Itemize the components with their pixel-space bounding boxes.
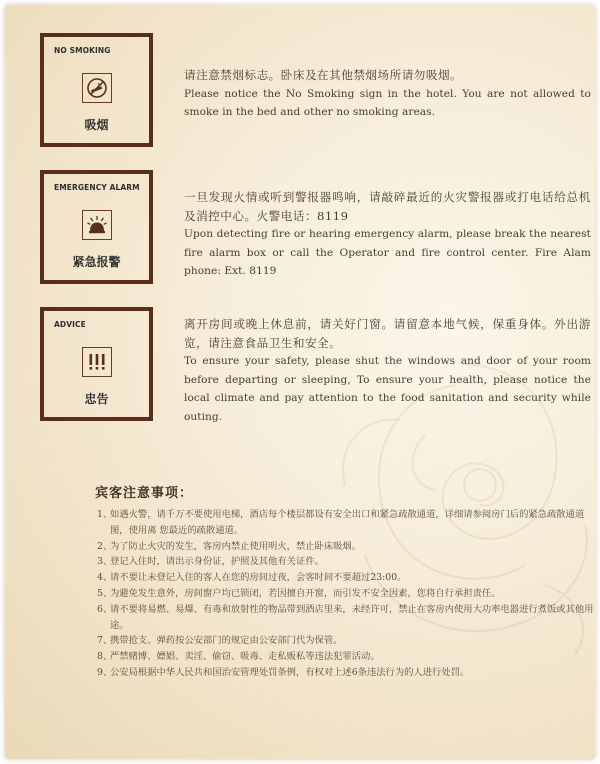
advice-sign — [40, 307, 153, 421]
sign-label-en: ADVICE — [54, 320, 86, 329]
list-item: 7、 携带抢支、弹药按公安部门的规定由公安部门代为保管。 — [97, 635, 343, 647]
alarm-bell-icon — [82, 210, 112, 240]
exclamation-icon — [82, 347, 112, 377]
emergency-alarm-text-cn: 一旦发现火情或听到警报器鸣响，请敲碎最近的火灾警报器或打电话给总机及消控中心。火警电话：8119 — [184, 190, 591, 223]
sign-label-en: NO SMOKING — [54, 46, 111, 55]
advice-text-cn: 离开房间或晚上休息前，请关好门窗。请留意本地气候，保重身体。外出游览，请注意食品卫生和安全。 — [184, 317, 591, 350]
list-item: 4、 请不要让未登记入住的客人在您的房间过夜，会客时间不要超过23:00。 — [97, 572, 407, 584]
no-smoking-text-cn: 请注意禁烟标志。卧床及在其他禁烟场所请勿吸烟。 — [184, 68, 463, 82]
emergency-alarm-text-en: Upon detecting fire or hearing emergency alarm, please break the nearest fire alarm box or call the Operator and fire control center. Fire Alam phone: Ext. 8119 — [184, 228, 591, 277]
sign-label-cn: 紧急报警 — [72, 255, 121, 269]
advice-text — [184, 315, 591, 426]
list-item: 6、 请不要将易燃、易爆、有毒和放射性的物品带到酒店里来，未经许可，禁止在客房内使用大功率电器进行煮饭或其他用途。 — [97, 603, 594, 631]
emergency-alarm-sign — [40, 170, 153, 284]
list-item: 8、 严禁赌博、嫖娼、卖淫、偷窃、吸毒、走私贩私等违法犯罪活动。 — [97, 651, 380, 663]
guest-notice-title: 宾客注意事项： — [95, 486, 194, 501]
sign-label-cn: 忠告 — [84, 392, 109, 406]
emergency-alarm-text — [184, 188, 591, 281]
list-item: 5、 为避免发生意外，房间窗户均已锁闭，若因擅自开窗，而引发不安全因素，您将自行承担责任。 — [97, 587, 501, 599]
no-smoking-sign — [40, 33, 153, 147]
list-item: 2、 为了防止火灾的发生，客房内禁止使用明火，禁止卧床吸烟。 — [97, 540, 362, 552]
list-item: 1、 如遇火警，请千万不要使用电梯，酒店每个楼层都设有安全出口和紧急疏散通道，详细请参阅房门后的紧急疏散通道图，使用离 您最近的疏散通道。 — [97, 509, 585, 536]
advice-text-en: To ensure your safety, please shut the windows and door of your room before departing or sleeping, To ensure your health, please notice the local climate and pay attention to the food sanitation and security while outing. — [184, 355, 591, 423]
guest-notice-list — [97, 507, 595, 681]
sign-label-cn: 吸烟 — [84, 118, 109, 132]
list-item: 9、 公安局根据中华人民共和国治安管理处罚条例，有权对上述6条违法行为的人进行处罚。 — [97, 666, 470, 678]
no-smoking-text — [184, 66, 591, 122]
sign-label-en: EMERGENCY ALARM — [54, 183, 140, 192]
no-smoking-text-en: Please notice the No Smoking sign in the hotel. You are not allowed to smoke in the bed and other no smoking areas. — [184, 87, 591, 118]
list-item: 3、 登记入住时，请出示身份证，护照及其他有关证件。 — [97, 556, 324, 568]
notice-card — [5, 5, 595, 759]
no-smoking-icon — [82, 73, 112, 103]
